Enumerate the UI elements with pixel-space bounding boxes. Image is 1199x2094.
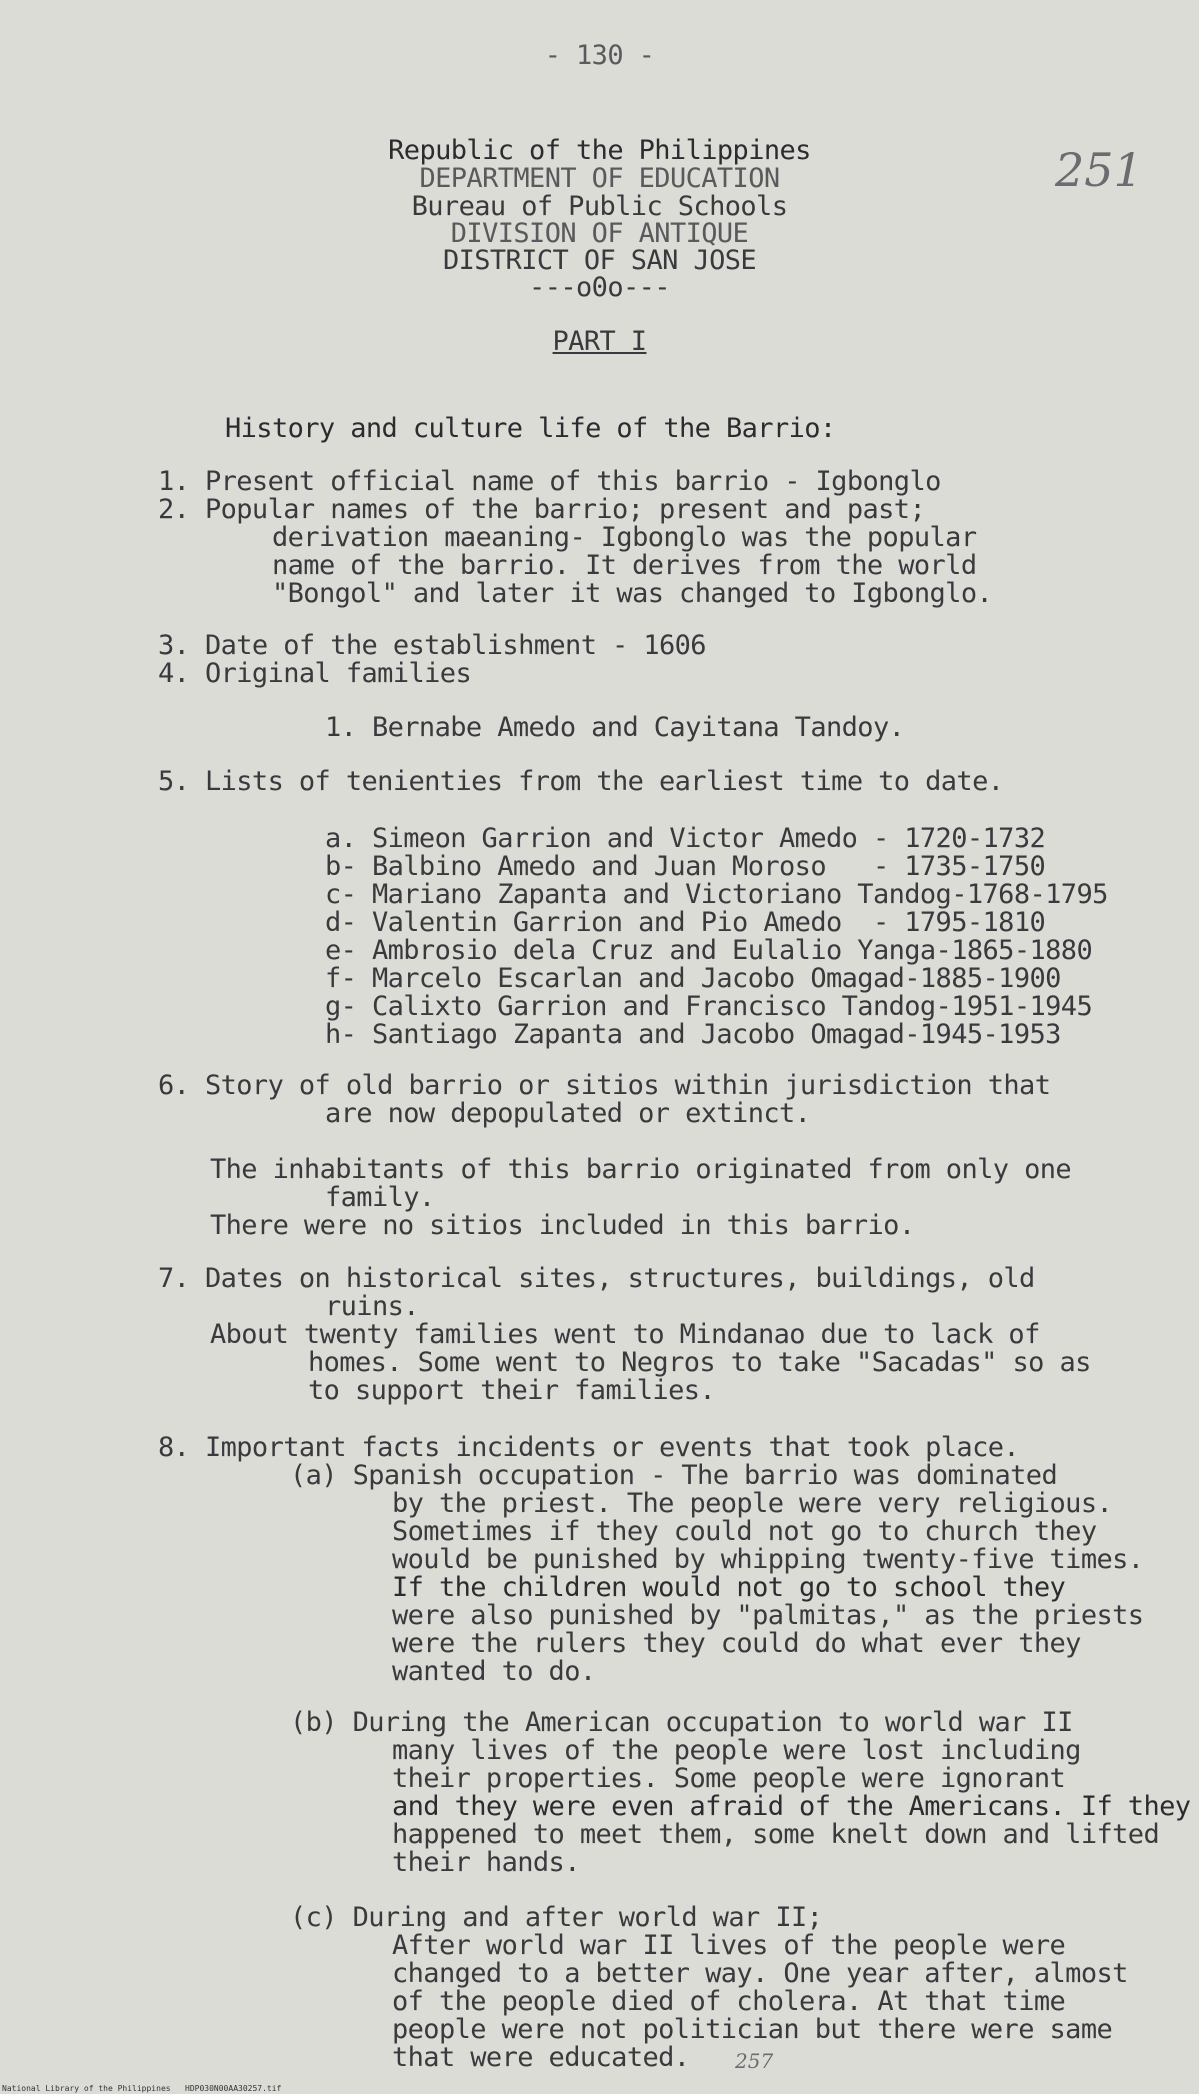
item-7-text-1: About twenty families went to Mindanao due to lack of <box>210 1319 1040 1350</box>
item-8b-line-2: many lives of the people were lost including <box>392 1735 1081 1766</box>
item-8b-line-5: happened to meet them, some knelt down and lifted <box>392 1819 1160 1850</box>
item-4-family: 1. Bernabe Amedo and Cayitana Tandoy. <box>325 712 905 743</box>
item-2-line-3: name of the barrio. It derives from the world <box>272 550 977 581</box>
footer-handwritten-mark: 257 <box>735 2049 774 2073</box>
teniente-b: b- Balbino Amedo and Juan Moroso - 1735-1750 <box>325 851 1046 882</box>
item-8a-line-8: wanted to do. <box>392 1656 596 1687</box>
item-1: 1. Present official name of this barrio - Igbonglo <box>158 466 941 497</box>
item-2-line-2: derivation maeaning- Igbonglo was the popular <box>272 522 977 553</box>
item-8c-line-6: that were educated. <box>392 2042 690 2073</box>
item-6-line-1: 6. Story of old barrio or sitios within jurisdiction that <box>158 1070 1051 1101</box>
page-number: - 130 - <box>544 40 655 71</box>
item-8b-line-6: their hands. <box>392 1847 580 1878</box>
item-8b-line-4: and they were even afraid of the Americans. If they <box>392 1791 1191 1822</box>
header-line-republic: Republic of the Philippines <box>388 135 811 166</box>
header-line-district: DISTRICT OF SAN JOSE <box>442 245 757 276</box>
part-title: PART I <box>552 326 647 357</box>
item-8c-line-1: (c) During and after world war II; <box>290 1902 823 1933</box>
item-8a-line-7: were the rulers they could do what ever they <box>392 1628 1081 1659</box>
section-title: History and culture life of the Barrio: <box>225 413 836 444</box>
item-7-line-1: 7. Dates on historical sites, structures, buildings, old <box>158 1263 1035 1294</box>
teniente-h: h- Santiago Zapanta and Jacobo Omagad-1945-1953 <box>325 1019 1061 1050</box>
header-line-department: DEPARTMENT OF EDUCATION <box>419 163 780 194</box>
item-8c-line-4: of the people died of cholera. At that time <box>392 1986 1066 2017</box>
scan-footer: National Library of the Philippines HDP030N00AA30257.tif <box>2 2084 282 2093</box>
item-8c-line-2: After world war II lives of the people were <box>392 1930 1066 1961</box>
item-6-text-2: family. <box>325 1182 435 1213</box>
item-6-line-2: are now depopulated or extinct. <box>325 1098 811 1129</box>
teniente-a: a. Simeon Garrion and Victor Amedo - 1720-1732 <box>325 823 1046 854</box>
item-5: 5. Lists of tenienties from the earliest time to date. <box>158 766 1004 797</box>
teniente-e: e- Ambrosio dela Cruz and Eulalio Yanga-1865-1880 <box>325 935 1093 966</box>
item-6-text-3: There were no sitios included in this barrio. <box>210 1210 915 1241</box>
item-8: 8. Important facts incidents or events that took place. <box>158 1432 1020 1463</box>
item-8a-line-6: were also punished by "palmitas," as the priests <box>392 1600 1144 1631</box>
teniente-d: d- Valentin Garrion and Pio Amedo - 1795-1810 <box>325 907 1046 938</box>
teniente-g: g- Calixto Garrion and Francisco Tandog-1951-1945 <box>325 991 1093 1022</box>
item-2-line-1: 2. Popular names of the barrio; present and past; <box>158 494 926 525</box>
header-line-division: DIVISION OF ANTIQUE <box>450 218 749 249</box>
teniente-f: f- Marcelo Escarlan and Jacobo Omagad-1885-1900 <box>325 963 1061 994</box>
handwritten-page-number: 251 <box>1055 143 1143 197</box>
item-8a-line-1: (a) Spanish occupation - The barrio was dominated <box>290 1460 1058 1491</box>
header-line-bureau: Bureau of Public Schools <box>411 191 788 222</box>
item-8c-line-5: people were not politician but there were same <box>392 2014 1113 2045</box>
item-7-text-2: homes. Some went to Negros to take "Sacadas" so as <box>308 1347 1091 1378</box>
teniente-c: c- Mariano Zapanta and Victoriano Tandog-1768-1795 <box>325 879 1108 910</box>
item-3: 3. Date of the establishment - 1606 <box>158 630 706 661</box>
item-8b-line-1: (b) During the American occupation to world war II <box>290 1707 1073 1738</box>
item-8c-line-3: changed to a better way. One year after, almost <box>392 1958 1128 1989</box>
header-separator: ---o0o--- <box>529 272 670 303</box>
item-8a-line-3: Sometimes if they could not go to church they <box>392 1516 1097 1547</box>
item-8a-line-4: would be punished by whipping twenty-five times. <box>392 1544 1144 1575</box>
item-2-line-4: "Bongol" and later it was changed to Igbonglo. <box>272 578 993 609</box>
item-7-text-3: to support their families. <box>308 1375 716 1406</box>
item-8a-line-2: by the priest. The people were very religious. <box>392 1488 1113 1519</box>
item-7-line-2: ruins. <box>325 1291 419 1322</box>
item-6-text-1: The inhabitants of this barrio originated from only one <box>210 1154 1072 1185</box>
item-8a-line-5: If the children would not go to school they <box>392 1572 1066 1603</box>
item-4: 4. Original families <box>158 658 472 689</box>
item-8b-line-3: their properties. Some people were ignorant <box>392 1763 1066 1794</box>
